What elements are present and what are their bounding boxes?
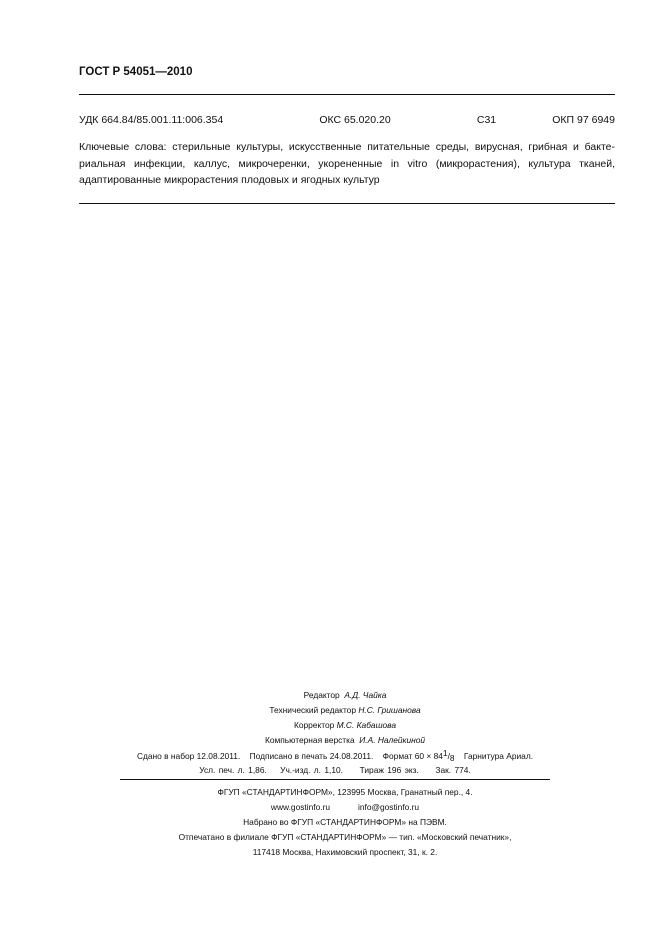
credit-name: И.А. Налейкиной: [359, 735, 426, 745]
keywords-line: риальная инфекции, каллус, микрочеренки, укорененные in vitro (микрорастения), культура тканей,: [79, 157, 615, 170]
keywords-line: адаптированные микрорастения плодовых и ягодных культур: [79, 174, 380, 186]
credit-line: [120, 688, 570, 703]
classification-row: [79, 114, 615, 126]
oks-code: ОКС 65.020.20: [319, 114, 391, 126]
okp-code: ОКП 97 6949: [552, 114, 615, 126]
imprint-sheets: Усл. печ. л. 1,86.: [199, 765, 267, 775]
imprint-signed: Подписано в печать 24.08.2011.: [249, 751, 374, 761]
imprint-run: Тираж 196 экз.: [359, 765, 419, 775]
publisher-line: 117418 Москва, Нахимовский проспект, 31, к. 2.: [252, 847, 438, 857]
credit-role: Редактор: [303, 690, 340, 700]
imprint-pub-sheets: Уч.-изд. л. 1,10.: [280, 765, 343, 775]
credit-name: Н.С. Гришанова: [358, 705, 421, 715]
imprint-sent: Сдано в набор 12.08.2011.: [136, 751, 241, 761]
credit-role: Корректор: [293, 720, 335, 730]
publisher-line: Набрано во ФГУП «СТАНДАРТИНФОРМ» на ПЭВМ.: [243, 817, 447, 827]
format-fraction: 1/8: [442, 748, 455, 763]
imprint-line-2: [110, 764, 560, 776]
imprint-order: Зак. 774.: [435, 765, 471, 775]
divider: [79, 203, 615, 204]
credit-line: [120, 718, 570, 733]
credit-name: М.С. Кабашова: [336, 720, 397, 730]
credit-role: Технический редактор: [269, 705, 356, 715]
imprint-line-1: [110, 749, 560, 762]
publisher-line: ФГУП «СТАНДАРТИНФОРМ», 123995 Москва, Гранатный пер., 4.: [217, 787, 473, 797]
publisher-line: Отпечатано в филиале ФГУП «СТАНДАРТИНФОРМ» — тип. «Московский печатник»,: [178, 832, 512, 842]
imprint-format: Формат 60 × 84: [382, 751, 443, 761]
credits: [120, 688, 570, 748]
group-code: С31: [476, 114, 497, 126]
udk-code: УДК 664.84/85.001.11:006.354: [79, 114, 224, 126]
publisher-contacts: [120, 800, 570, 815]
credit-line: [120, 733, 570, 748]
imprint-font: Гарнитура Ариал.: [463, 751, 534, 761]
credit-role: Компьютерная верстка: [264, 735, 355, 745]
credit-name: А.Д. Чайка: [344, 690, 387, 700]
credit-line: [120, 703, 570, 718]
keywords: [79, 139, 615, 189]
publisher-info: [120, 785, 570, 860]
document-title: ГОСТ Р 54051—2010: [79, 66, 193, 78]
email-link[interactable]: info@gostinfo.ru: [357, 802, 420, 812]
divider: [79, 94, 615, 95]
keywords-line: Ключевые слова: стерильные культуры, искусственные питательные среды, вирусная, грибная и бакте-: [79, 141, 615, 153]
website-link[interactable]: www.gostinfo.ru: [270, 802, 331, 812]
divider: [120, 779, 550, 780]
